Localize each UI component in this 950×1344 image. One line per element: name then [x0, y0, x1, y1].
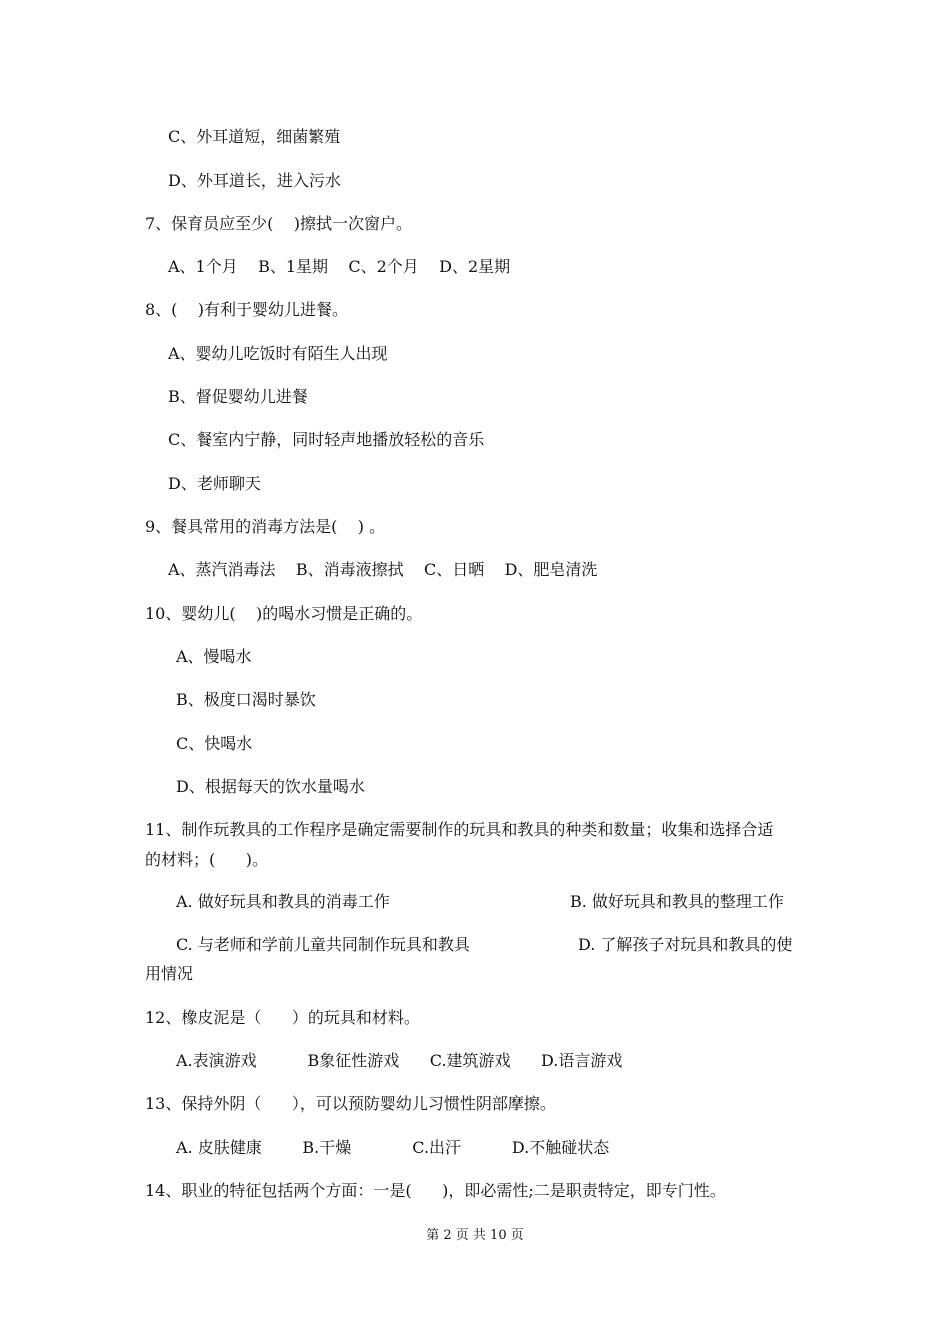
question-7-options: A、1个月 B、1星期 C、2个月 D、2星期 — [168, 257, 511, 276]
question-8-option-c: C、餐室内宁静，同时轻声地播放轻松的音乐 — [168, 430, 485, 449]
question-7-stem: 7、保育员应至少( )擦拭一次窗户。 — [145, 214, 413, 233]
page-footer: 第 2 页 共 10 页 — [426, 1228, 524, 1243]
question-11-option-c: C. 与老师和学前儿童共同制作玩具和教具 — [176, 935, 470, 954]
question-11-option-d-continued: 用情况 — [145, 964, 194, 983]
question-8-option-d: D、老师聊天 — [168, 474, 261, 493]
question-10-option-d: D、根据每天的饮水量喝水 — [176, 777, 365, 796]
question-11-option-a: A. 做好玩具和教具的消毒工作 — [176, 892, 390, 911]
question-11-option-d: D. 了解孩子对玩具和教具的使 — [578, 935, 793, 954]
question-12-options: A.表演游戏 B象征性游戏 C.建筑游戏 D.语言游戏 — [176, 1051, 623, 1070]
question-6-option-d: D、外耳道长，进入污水 — [168, 171, 341, 190]
question-8-option-a: A、婴幼儿吃饭时有陌生人出现 — [168, 344, 388, 363]
question-6-option-c: C、外耳道短，细菌繁殖 — [168, 127, 341, 146]
question-13-options: A. 皮肤健康 B.干燥 C.出汗 D.不触碰状态 — [176, 1138, 610, 1157]
question-11-stem-line-2: 的材料；( )。 — [145, 850, 269, 869]
question-8-option-b: B、督促婴幼儿进餐 — [168, 387, 308, 406]
question-10-option-c: C、快喝水 — [176, 734, 253, 753]
question-10-option-a: A、慢喝水 — [176, 647, 252, 666]
question-9-options: A、蒸汽消毒法 B、消毒液擦拭 C、日晒 D、肥皂清洗 — [168, 560, 598, 579]
question-14-stem: 14、职业的特征包括两个方面：一是( )，即必需性;二是职责特定，即专门性。 — [145, 1181, 726, 1200]
question-8-stem: 8、( )有利于婴幼儿进餐。 — [145, 300, 349, 319]
question-9-stem: 9、餐具常用的消毒方法是( ) 。 — [145, 517, 386, 536]
question-11-stem-line-1: 11、制作玩教具的工作程序是确定需要制作的玩具和教具的种类和数量；收集和选择合适 — [145, 820, 774, 839]
question-10-option-b: B、极度口渴时暴饮 — [176, 690, 316, 709]
question-10-stem: 10、婴幼儿( )的喝水习惯是正确的。 — [145, 604, 423, 623]
question-11-option-b: B. 做好玩具和教具的整理工作 — [570, 892, 784, 911]
question-12-stem: 12、橡皮泥是（ ）的玩具和材料。 — [145, 1008, 420, 1027]
question-13-stem: 13、保持外阴（ ），可以预防婴幼儿习惯性阴部摩擦。 — [145, 1094, 556, 1113]
